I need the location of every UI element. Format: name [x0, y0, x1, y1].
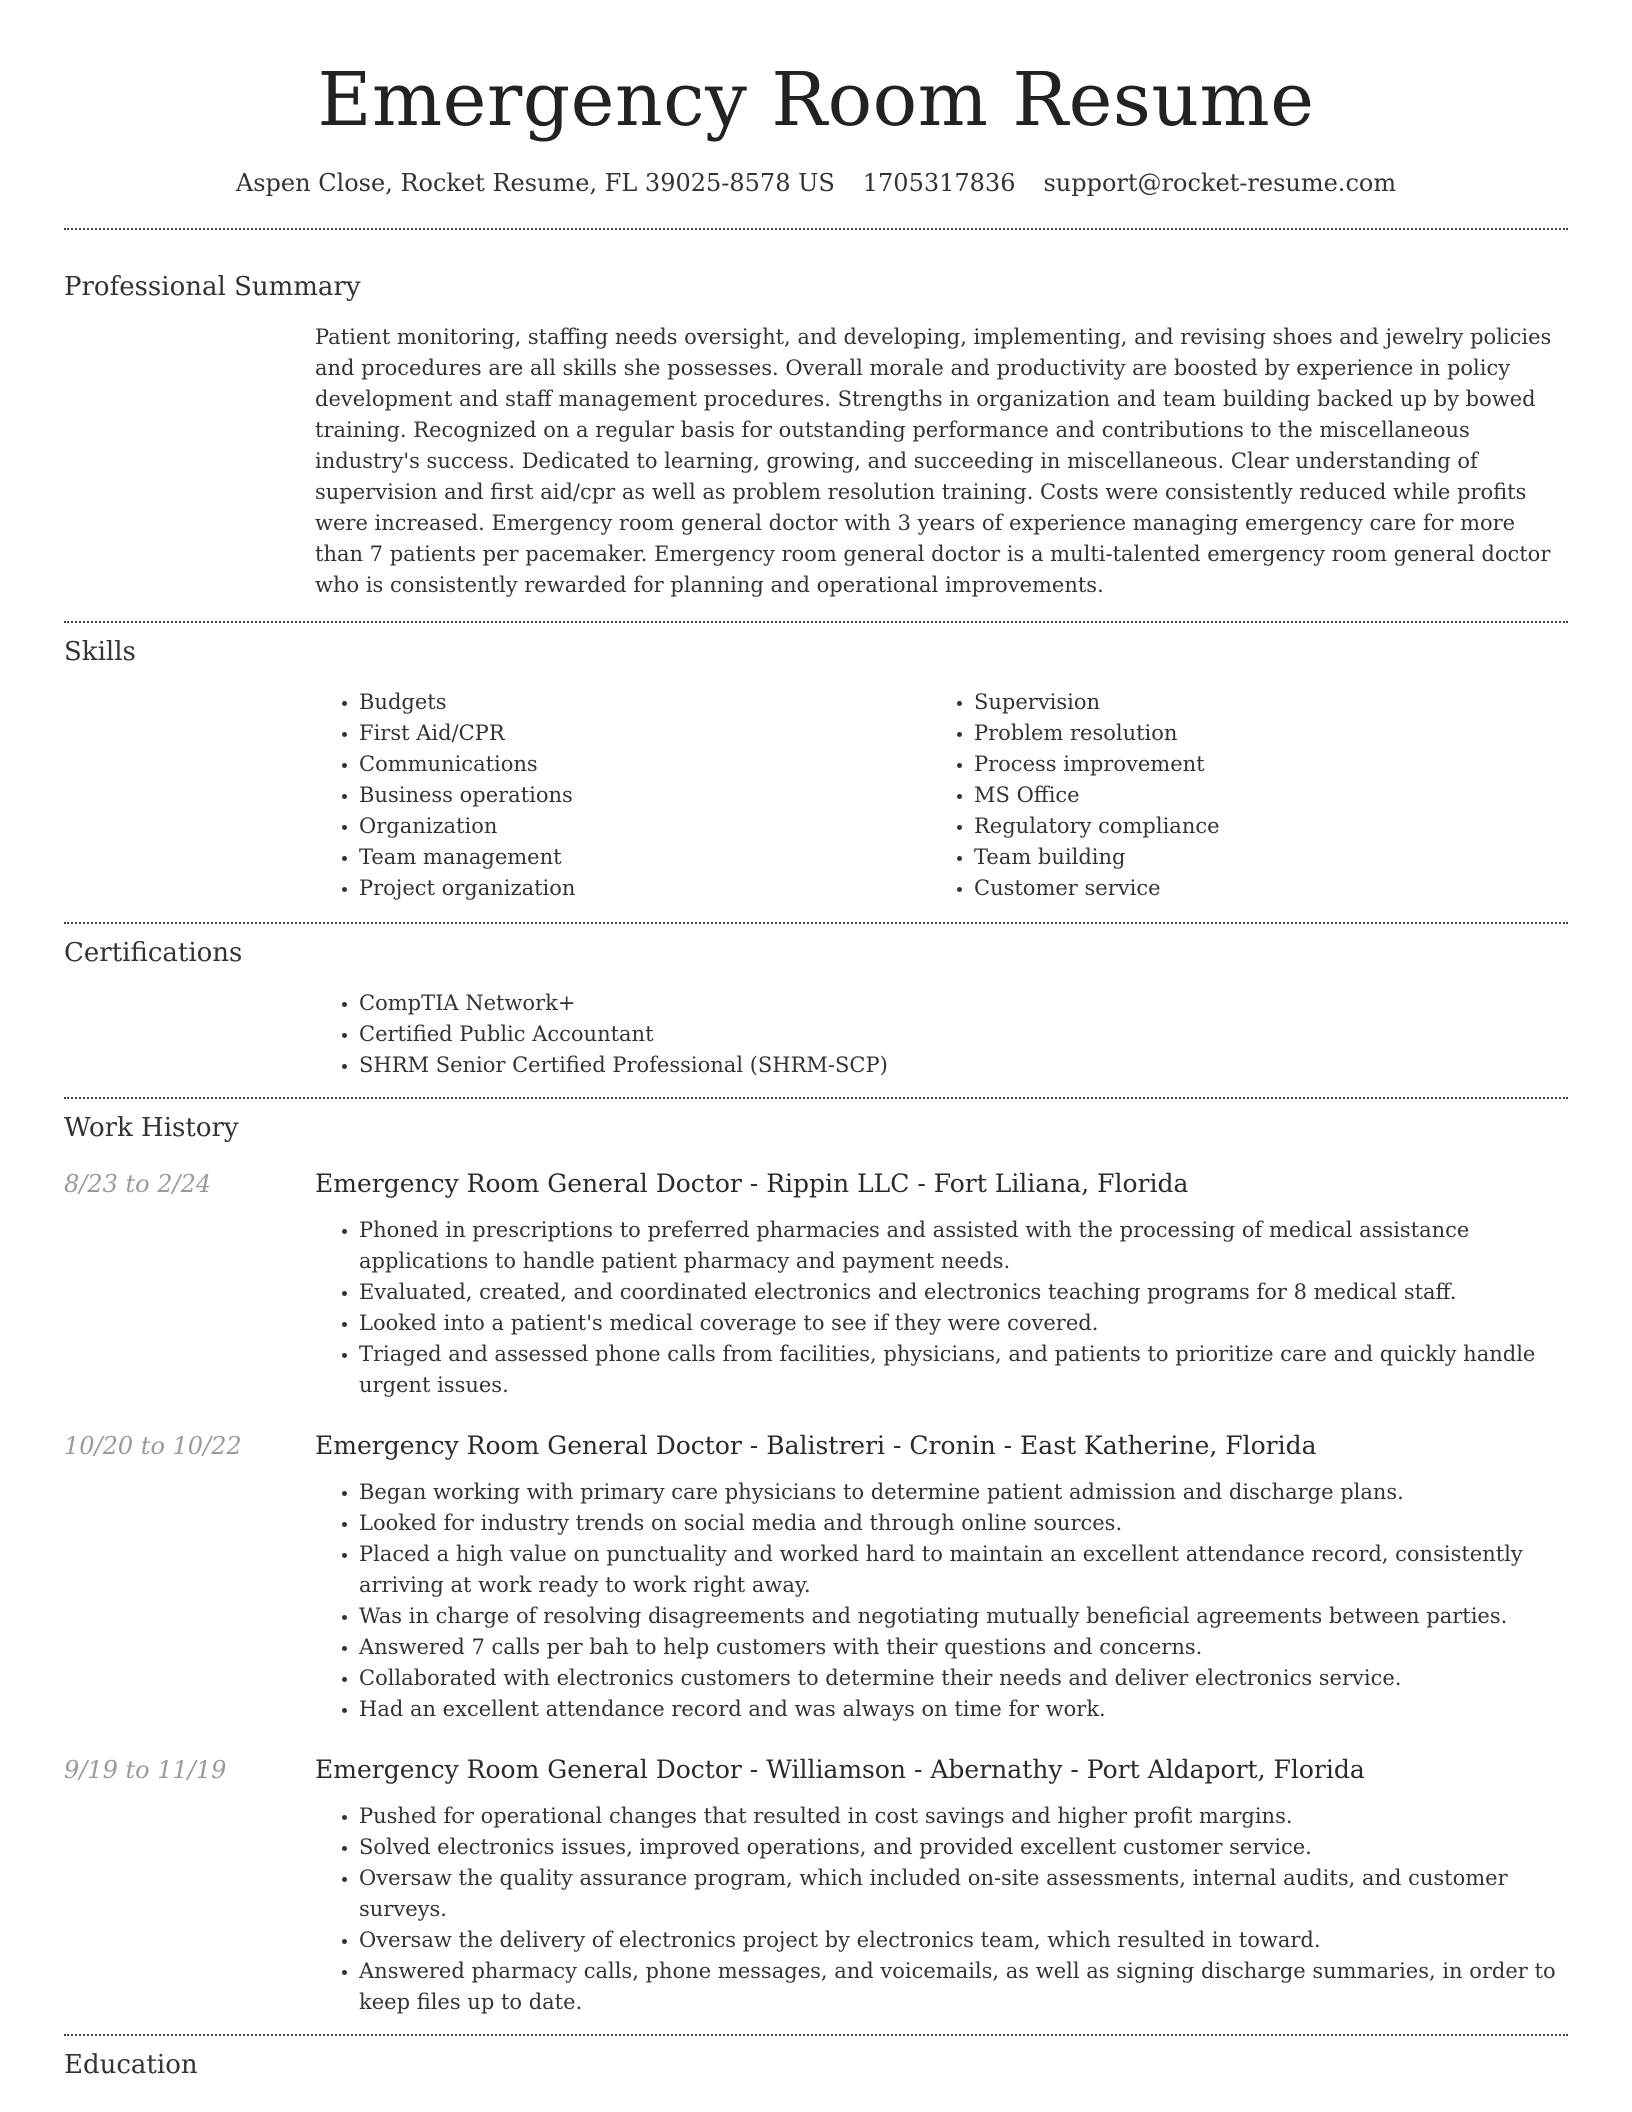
- job-bullet: • Evaluated, created, and coordinated electronics and electronics teaching programs for 8 medical staff.: [359, 1277, 1568, 1308]
- job-bullets: [315, 1215, 1568, 1401]
- certifications-heading: Certifications: [64, 938, 243, 968]
- skills-column-left: [315, 687, 930, 904]
- job-bullet: • Collaborated with electronics customers to determine their needs and deliver electronics service.: [359, 1663, 1568, 1694]
- job-bullet: • Pushed for operational changes that resulted in cost savings and higher profit margins.: [359, 1801, 1568, 1832]
- skill-item: • Project organization: [359, 873, 930, 904]
- skill-item: • Regulatory compliance: [974, 811, 1545, 842]
- certifications-list: [315, 988, 1568, 1081]
- resume-name: Emergency Room Resume: [317, 57, 1315, 143]
- job-bullet: • Answered 7 calls per bah to help customers with their questions and concerns.: [359, 1632, 1568, 1663]
- certification-item: • Certified Public Accountant: [359, 1019, 1568, 1050]
- job-date: 9/19 to 11/19: [64, 1756, 227, 1784]
- job-bullet: • Oversaw the delivery of electronics project by electronics team, which resulted in toward.: [359, 1925, 1568, 1956]
- job-bullet: • Began working with primary care physicians to determine patient admission and discharge plans.: [359, 1477, 1568, 1508]
- divider: [64, 1097, 1568, 1099]
- divider: [64, 621, 1568, 623]
- skills-list: [315, 687, 1568, 904]
- skill-item: • Problem resolution: [974, 718, 1545, 749]
- certification-item: • CompTIA Network+: [359, 988, 1568, 1019]
- job-bullet: • Triaged and assessed phone calls from facilities, physicians, and patients to prioritize care and quickly handle urgent issues.: [359, 1339, 1568, 1401]
- skill-item: • Budgets: [359, 687, 930, 718]
- divider: [64, 922, 1568, 924]
- skill-item: • Team management: [359, 842, 930, 873]
- job-bullets: [315, 1801, 1568, 2018]
- contact-phone: 1705317836: [862, 169, 1016, 197]
- contact-email: support@rocket-resume.com: [1043, 169, 1397, 197]
- summary-text: Patient monitoring, staffing needs oversight, and developing, implementing, and revising shoes and jewelry policies and procedures are all skills she possesses. Overall morale and productivity are boosted by experience in policy development and staff management procedures. Strengths in organization and team building backed up by bowed training. Recognized on a regular basis for outstanding performance and contributions to the miscellaneous industry's success. Dedicated to learning, growing, and succeeding in miscellaneous. Clear understanding of supervision and first aid/cpr as well as problem resolution training. Costs were consistently reduced while profits were increased. Emergency room general doctor with 3 years of experience managing emergency care for more than 7 patients per pacemaker. Emergency room general doctor is a multi-talented emergency room general doctor who is consistently rewarded for planning and operational improvements.: [315, 325, 1552, 597]
- contact-address: Aspen Close, Rocket Resume, FL 39025-8578 US: [235, 169, 835, 197]
- job-bullet: • Solved electronics issues, improved operations, and provided excellent customer service.: [359, 1832, 1568, 1863]
- skill-item: • Business operations: [359, 780, 930, 811]
- skill-item: • Organization: [359, 811, 930, 842]
- job-title: Emergency Room General Doctor - Balistreri - Cronin - East Katherine, Florida: [315, 1431, 1317, 1460]
- resume-page: [64, 0, 1568, 2082]
- job-date: 10/20 to 10/22: [64, 1432, 242, 1460]
- job-entry: [64, 1753, 1568, 2018]
- skill-item: • Process improvement: [974, 749, 1545, 780]
- job-entry: [64, 1429, 1568, 1725]
- divider: [64, 2034, 1568, 2036]
- divider: [64, 228, 1568, 230]
- skill-item: • Customer service: [974, 873, 1545, 904]
- job-date: 8/23 to 2/24: [64, 1170, 212, 1198]
- skills-heading: Skills: [64, 637, 136, 667]
- skill-item: • Team building: [974, 842, 1545, 873]
- job-bullet: • Looked for industry trends on social media and through online sources.: [359, 1508, 1568, 1539]
- job-title: Emergency Room General Doctor - Williamson - Abernathy - Port Aldaport, Florida: [315, 1755, 1365, 1784]
- skill-item: • Communications: [359, 749, 930, 780]
- skill-item: • First Aid/CPR: [359, 718, 930, 749]
- job-bullet: • Was in charge of resolving disagreements and negotiating mutually beneficial agreements between parties.: [359, 1601, 1568, 1632]
- job-bullet: • Phoned in prescriptions to preferred pharmacies and assisted with the processing of medical assistance applications to handle patient pharmacy and payment needs.: [359, 1215, 1568, 1277]
- skill-item: • MS Office: [974, 780, 1545, 811]
- job-title: Emergency Room General Doctor - Rippin LLC - Fort Liliana, Florida: [315, 1169, 1189, 1198]
- skills-column-right: [930, 687, 1545, 904]
- job-bullet: • Placed a high value on punctuality and worked hard to maintain an excellent attendance record, consistently arriving at work ready to work right away.: [359, 1539, 1568, 1601]
- education-heading: Education: [64, 2050, 198, 2080]
- work-history-heading: Work History: [64, 1113, 239, 1143]
- summary-heading: Professional Summary: [64, 272, 361, 302]
- job-entry: [64, 1167, 1568, 1401]
- contact-line: [64, 168, 1568, 198]
- skill-item: • Supervision: [974, 687, 1545, 718]
- job-bullet: • Answered pharmacy calls, phone messages, and voicemails, as well as signing discharge summaries, in order to keep files up to date.: [359, 1956, 1568, 2018]
- job-bullet: • Looked into a patient's medical coverage to see if they were covered.: [359, 1308, 1568, 1339]
- job-bullets: [315, 1477, 1568, 1725]
- certification-item: • SHRM Senior Certified Professional (SHRM-SCP): [359, 1050, 1568, 1081]
- job-bullet: • Had an excellent attendance record and was always on time for work.: [359, 1694, 1568, 1725]
- job-bullet: • Oversaw the quality assurance program, which included on-site assessments, internal audits, and customer surveys.: [359, 1863, 1568, 1925]
